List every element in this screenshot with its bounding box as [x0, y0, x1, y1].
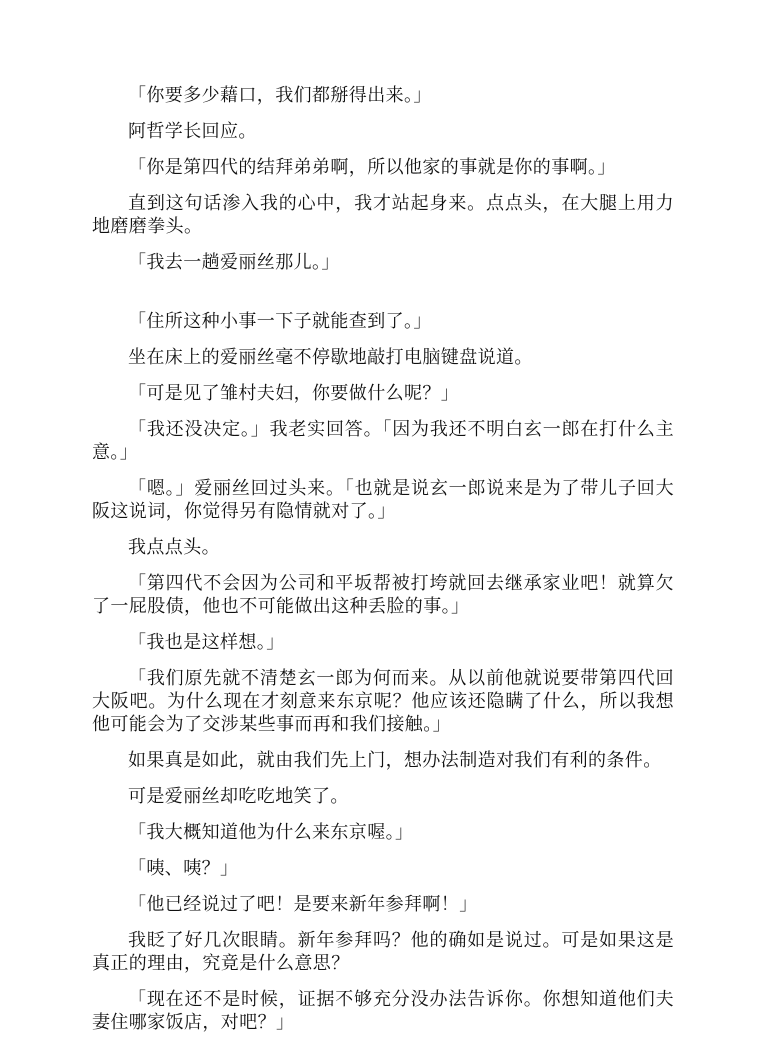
dialogue-paragraph: 「我们原先就不清楚玄一郎为何而来。从以前他就说要带第四代回大阪吧。为什么现在才刻意来东京呢？他应该还隐瞒了什么，所以我想他可能会为了交涉某些事而再和我们接触。」	[92, 668, 674, 735]
narration-paragraph: 坐在床上的爱丽丝毫不停歇地敲打电脑键盘说道。	[128, 347, 533, 368]
dialogue-paragraph: 「他已经说过了吧！是要来新年参拜啊！」	[128, 894, 478, 915]
scene-break	[92, 287, 674, 310]
dialogue-paragraph: 「住所这种小事一下子就能查到了。」	[128, 311, 432, 332]
dialogue-paragraph: 「你要多少藉口，我们都掰得出来。」	[128, 85, 432, 106]
narration-paragraph: 如果真是如此，就由我们先上门，想办法制造对我们有利的条件。	[128, 750, 662, 771]
dialogue-paragraph: 「现在还不是时候，证据不够充分没办法告诉你。你想知道他们夫妻住哪家饭店，对吧？」	[92, 989, 674, 1033]
narration-paragraph: 直到这句话渗入我的心中，我才站起身来。点点头，在大腿上用力地磨磨拳头。	[92, 193, 674, 237]
dialogue-paragraph: 「你是第四代的结拜弟弟啊，所以他家的事就是你的事啊。」	[128, 157, 616, 178]
narration-paragraph: 我点点头。	[128, 537, 220, 558]
dialogue-paragraph: 「第四代不会因为公司和平坂帮被打垮就回去继承家业吧！就算欠了一屁股债，他也不可能做出这种丢脸的事。」	[92, 573, 674, 617]
dialogue-paragraph: 「我大概知道他为什么来东京喔。」	[128, 822, 414, 843]
narration-paragraph: 可是爱丽丝却吃吃地笑了。	[128, 786, 349, 807]
dialogue-paragraph: 「我去一趟爱丽丝那儿。」	[128, 252, 340, 273]
narration-paragraph: 阿哲学长回应。	[128, 121, 257, 142]
dialogue-paragraph: 「嗯。」爱丽丝回过头来。「也就是说玄一郎说来是为了带儿子回大阪这说词，你觉得另有隐情就对了。」	[92, 478, 674, 522]
dialogue-paragraph: 「我还没决定。」我老实回答。「因为我还不明白玄一郎在打什么主意。」	[92, 419, 674, 463]
narration-paragraph: 我眨了好几次眼睛。新年参拜吗？他的确如是说过。可是如果这是真正的理由，究竟是什么意思？	[92, 930, 674, 974]
dialogue-paragraph: 「可是见了雏村夫妇，你要做什么呢？」	[128, 383, 460, 404]
book-page	[92, 84, 674, 1047]
dialogue-paragraph: 「我也是这样想。」	[128, 632, 285, 653]
dialogue-paragraph: 「咦、咦？」	[128, 858, 239, 879]
